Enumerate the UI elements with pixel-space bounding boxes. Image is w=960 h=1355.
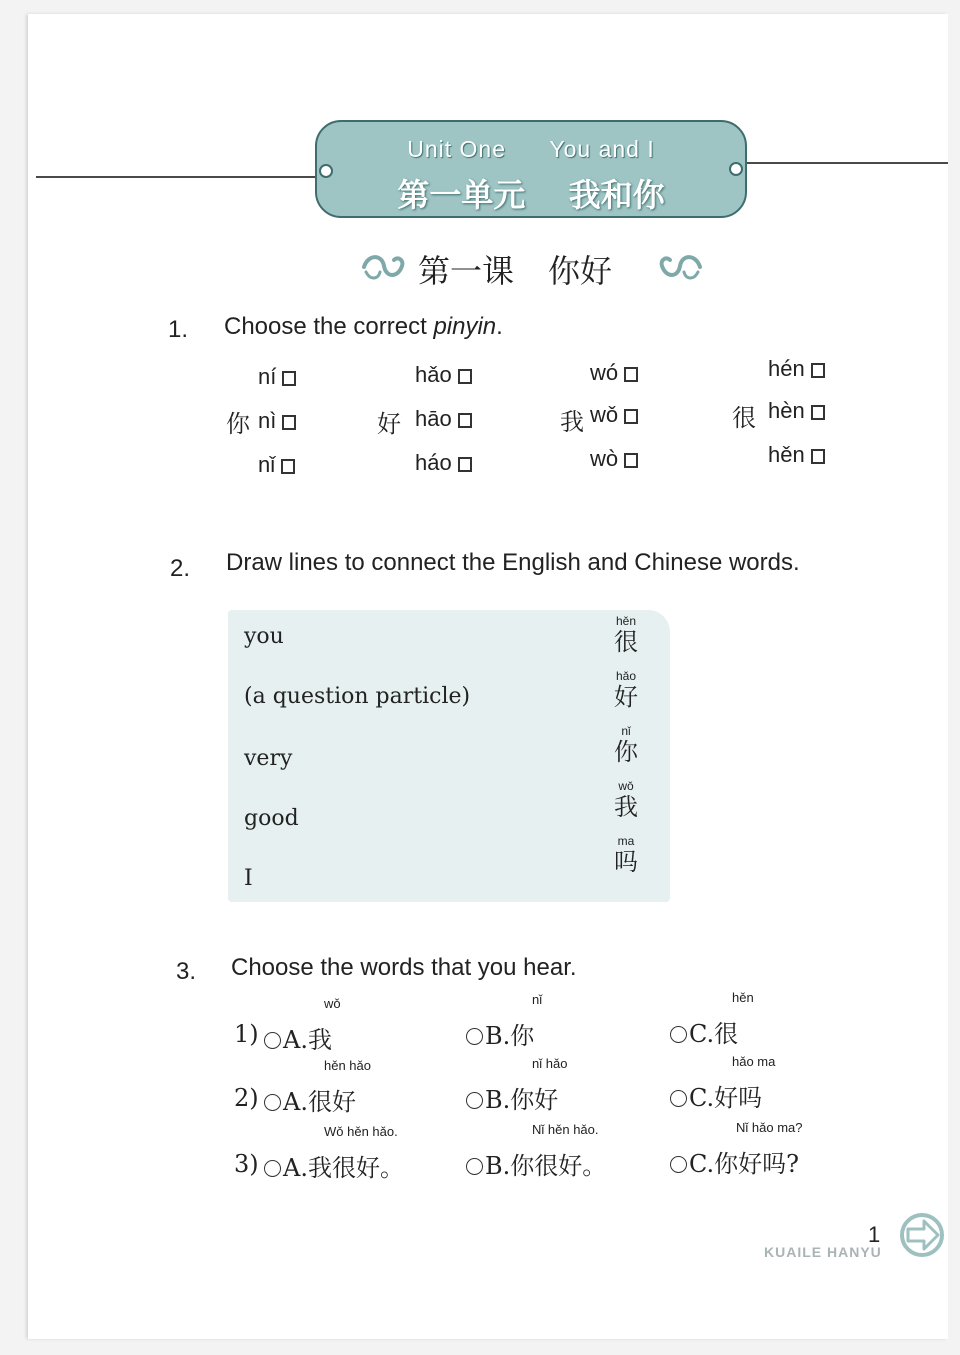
pinyin-option[interactable]: hèn: [768, 398, 825, 424]
pinyin-group-char: 我: [560, 408, 584, 436]
pinyin-option[interactable]: hǎo: [415, 362, 472, 388]
radio-circle-icon: [466, 1028, 483, 1045]
series-brand: KUAILE HANYU: [764, 1244, 882, 1260]
unit-number-en: Unit One: [407, 136, 506, 162]
banner-line-left: [36, 176, 318, 178]
radio-circle-icon: [670, 1026, 687, 1043]
q3-instruction: Choose the words that you hear.: [231, 954, 577, 981]
pinyin-option[interactable]: hén: [768, 356, 825, 382]
checkbox-icon: [624, 367, 638, 382]
q3-number: 3.: [176, 958, 197, 985]
matching-panel: [228, 610, 670, 902]
q1-instruction: Choose the correct pinyin.: [224, 313, 503, 340]
pinyin-option[interactable]: wò: [590, 446, 638, 472]
checkbox-icon: [811, 405, 825, 420]
pinyin-option[interactable]: háo: [415, 450, 472, 476]
radio-circle-icon: [670, 1156, 687, 1173]
unit-title-chinese: [317, 170, 745, 216]
unit-name-zh: 我和你: [568, 176, 665, 214]
checkbox-icon: [811, 449, 825, 464]
pinyin-option[interactable]: wǒ: [590, 402, 638, 428]
pinyin-group-hen: [732, 356, 892, 476]
pinyin-group-ni: [226, 362, 386, 482]
answer-option[interactable]: A.很好 hěn hǎo: [264, 1082, 356, 1117]
unit-banner: [315, 120, 747, 218]
chinese-word[interactable]: hǎo 好: [614, 669, 638, 711]
pinyin-option[interactable]: wó: [590, 360, 638, 386]
checkbox-icon: [624, 409, 638, 424]
unit-title-english: [317, 136, 745, 163]
answer-row-label: 2): [234, 1084, 259, 1112]
pinyin-option[interactable]: nǐ: [258, 452, 295, 478]
ornament-right-icon: [658, 252, 704, 282]
radio-circle-icon: [264, 1160, 281, 1177]
checkbox-icon: [458, 413, 472, 428]
english-word[interactable]: (a question particle): [244, 684, 471, 709]
page-number: 1: [868, 1222, 881, 1247]
next-arrow-icon: [898, 1212, 946, 1258]
radio-circle-icon: [466, 1158, 483, 1175]
answer-option[interactable]: A.我很好。 Wǒ hěn hǎo.: [264, 1148, 404, 1183]
q1-number: 1.: [168, 316, 189, 343]
lesson-number: 第一课: [418, 252, 515, 290]
q2-instruction: Draw lines to connect the English and Chinese words.: [226, 549, 800, 576]
answer-row-label: 3): [234, 1150, 259, 1178]
ornament-left-icon: [360, 252, 406, 282]
checkbox-icon: [281, 459, 295, 474]
banner-line-right: [744, 162, 948, 164]
chinese-word[interactable]: wǒ 我: [614, 779, 638, 821]
chinese-word[interactable]: nǐ 你: [614, 724, 638, 766]
checkbox-icon: [458, 457, 472, 472]
checkbox-icon: [624, 453, 638, 468]
answer-row-label: 1): [234, 1020, 259, 1048]
answer-option[interactable]: A.我 wǒ: [264, 1020, 332, 1055]
english-word[interactable]: very: [244, 746, 293, 771]
radio-circle-icon: [466, 1092, 483, 1109]
english-word[interactable]: I: [244, 866, 253, 891]
checkbox-icon: [282, 371, 296, 386]
pinyin-group-hao: [377, 362, 537, 482]
pinyin-group-wo: [560, 360, 720, 480]
unit-name-en: You and I: [549, 136, 655, 162]
pinyin-group-char: 好: [377, 410, 401, 438]
answer-option[interactable]: B.你好 nǐ hǎo: [466, 1080, 558, 1115]
q2-number: 2.: [170, 555, 191, 582]
radio-circle-icon: [264, 1094, 281, 1111]
checkbox-icon: [282, 415, 296, 430]
answer-option[interactable]: C.你好吗? Nǐ hǎo ma?: [670, 1144, 799, 1179]
unit-number-zh: 第一单元: [397, 176, 526, 214]
answer-option[interactable]: C.很 hěn: [670, 1014, 738, 1049]
checkbox-icon: [458, 369, 472, 384]
radio-circle-icon: [264, 1032, 281, 1049]
checkbox-icon: [811, 363, 825, 378]
chinese-word[interactable]: ma 吗: [614, 834, 638, 876]
english-word[interactable]: good: [244, 806, 299, 831]
pinyin-option[interactable]: nì: [258, 408, 296, 434]
radio-circle-icon: [670, 1090, 687, 1107]
pinyin-group-char: 你: [226, 410, 250, 438]
chinese-word[interactable]: hěn 很: [614, 614, 638, 656]
english-word[interactable]: you: [244, 624, 284, 649]
pinyin-option[interactable]: hěn: [768, 442, 825, 468]
lesson-name: 你好: [548, 252, 613, 290]
pinyin-option[interactable]: ní: [258, 364, 296, 390]
lesson-title: [360, 246, 710, 292]
answer-option[interactable]: B.你 nǐ: [466, 1016, 534, 1051]
answer-option[interactable]: C.好吗 hǎo ma: [670, 1078, 762, 1113]
answer-option[interactable]: B.你很好。 Nǐ hěn hǎo.: [466, 1146, 606, 1181]
pinyin-group-char: 很: [732, 404, 756, 432]
pinyin-option[interactable]: hāo: [415, 406, 472, 432]
